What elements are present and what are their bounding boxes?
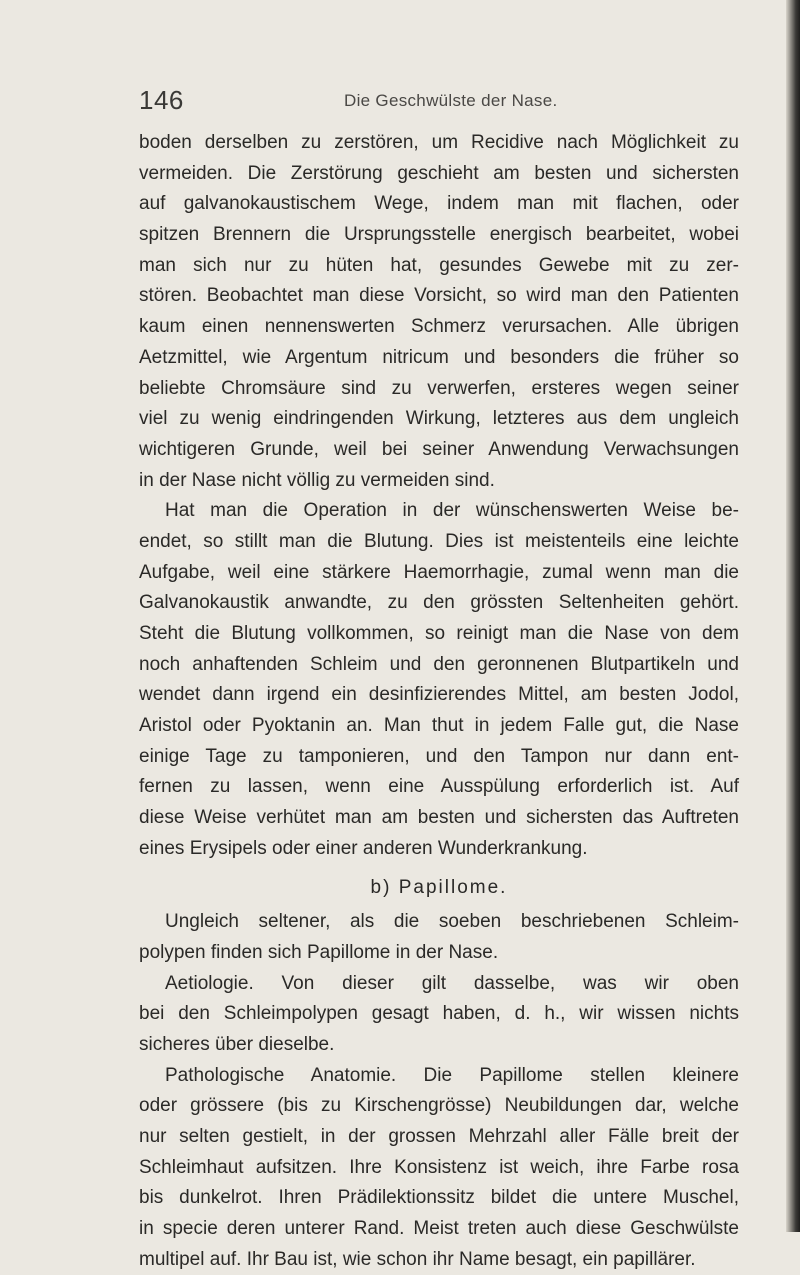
- body-text: [139, 128, 739, 1275]
- text-line: wichtigeren Grunde, weil bei seiner Anwendung Verwachsungen: [139, 438, 739, 460]
- text-line: beliebte Chromsäure sind zu verwerfen, ersteres wegen seiner: [139, 377, 739, 399]
- text-line: Aetzmittel, wie Argentum nitricum und besonders die früher so: [139, 346, 739, 368]
- text-line: auf galvanokaustischem Wege, indem man mit flachen, oder: [139, 193, 739, 215]
- text-line: bei den Schleimpolypen gesagt haben, d. h., wir wissen nichts: [139, 1003, 739, 1025]
- paragraph-start: Pathologische Anatomie. Die Papillome stellen kleinere: [165, 1064, 739, 1086]
- text-line: fernen zu lassen, wenn eine Ausspülung erforderlich ist. Auf: [139, 776, 739, 798]
- text-line: man sich nur zu hüten hat, gesundes Gewebe mit zu zer-: [139, 254, 739, 276]
- text-line: boden derselben zu zerstören, um Recidive nach Möglichkeit zu: [139, 132, 739, 153]
- text-line: endet, so stillt man die Blutung. Dies ist meistenteils eine leichte: [139, 530, 739, 552]
- page-number: 146: [139, 85, 184, 115]
- page-header: [139, 85, 739, 125]
- text-line: spitzen Brennern die Ursprungsstelle energisch bearbeitet, wobei: [139, 224, 739, 246]
- text-line: in der Nase nicht völlig zu vermeiden sind.: [139, 469, 495, 491]
- text-line: diese Weise verhütet man am besten und sichersten das Auftreten: [139, 807, 739, 829]
- text-line: oder grössere (bis zu Kirschengrösse) Neubildungen dar, welche: [139, 1095, 739, 1117]
- text-line: wendet dann irgend ein desinfizierendes Mittel, am besten Jodol,: [139, 684, 739, 706]
- paragraph-start: Aetiologie. Von dieser gilt dasselbe, was wir oben: [165, 972, 739, 994]
- paragraph-start: Hat man die Operation in der wünschenswerten Weise be-: [165, 500, 739, 522]
- text-line: Galvanokaustik anwandte, zu den grössten Seltenheiten gehört.: [139, 592, 739, 614]
- text-line: noch anhaftenden Schleim und den geronnenen Blutpartikeln und: [139, 653, 739, 675]
- text-line: polypen finden sich Papillome in der Nase.: [139, 941, 499, 963]
- text-line: stören. Beobachtet man diese Vorsicht, so wird man den Patienten: [139, 285, 739, 307]
- text-line: Aristol oder Pyoktanin an. Man thut in jedem Falle gut, die Nase: [139, 715, 739, 737]
- text-line: bis dunkelrot. Ihren Prädilektionssitz bildet die untere Muschel,: [139, 1187, 739, 1209]
- text-line: eines Erysipels oder einer anderen Wunderkrankung.: [139, 837, 588, 859]
- text-line: in specie deren unterer Rand. Meist treten auch diese Geschwülste: [139, 1218, 739, 1240]
- text-line: kaum einen nennenswerten Schmerz verursachen. Alle übrigen: [139, 316, 739, 338]
- text-line: Schleimhaut aufsitzen. Ihre Konsistenz ist weich, ihre Farbe rosa: [139, 1156, 739, 1178]
- section-heading: b) Papillome.: [370, 876, 508, 898]
- text-line: viel zu wenig eindringenden Wirkung, letzteres aus dem ungleich: [139, 408, 739, 430]
- page-edge-shadow: [786, 0, 800, 1232]
- text-line: einige Tage zu tamponieren, und den Tampon nur dann ent-: [139, 745, 739, 767]
- text-line: Steht die Blutung vollkommen, so reinigt man die Nase von dem: [139, 623, 739, 644]
- text-line: Aufgabe, weil eine stärkere Haemorrhagie, zumal wenn man die: [139, 561, 739, 583]
- running-title: Die Geschwülste der Nase.: [344, 91, 558, 110]
- paragraph-start: Ungleich seltener, als die soeben beschriebenen Schleim-: [165, 911, 739, 933]
- text-line: nur selten gestielt, in der grossen Mehrzahl aller Fälle breit der: [139, 1126, 739, 1147]
- text-line: multipel auf. Ihr Bau ist, wie schon ihr Name besagt, ein papillärer.: [139, 1248, 696, 1270]
- text-line: sicheres über dieselbe.: [139, 1033, 335, 1055]
- text-line: vermeiden. Die Zerstörung geschieht am besten und sichersten: [139, 162, 739, 184]
